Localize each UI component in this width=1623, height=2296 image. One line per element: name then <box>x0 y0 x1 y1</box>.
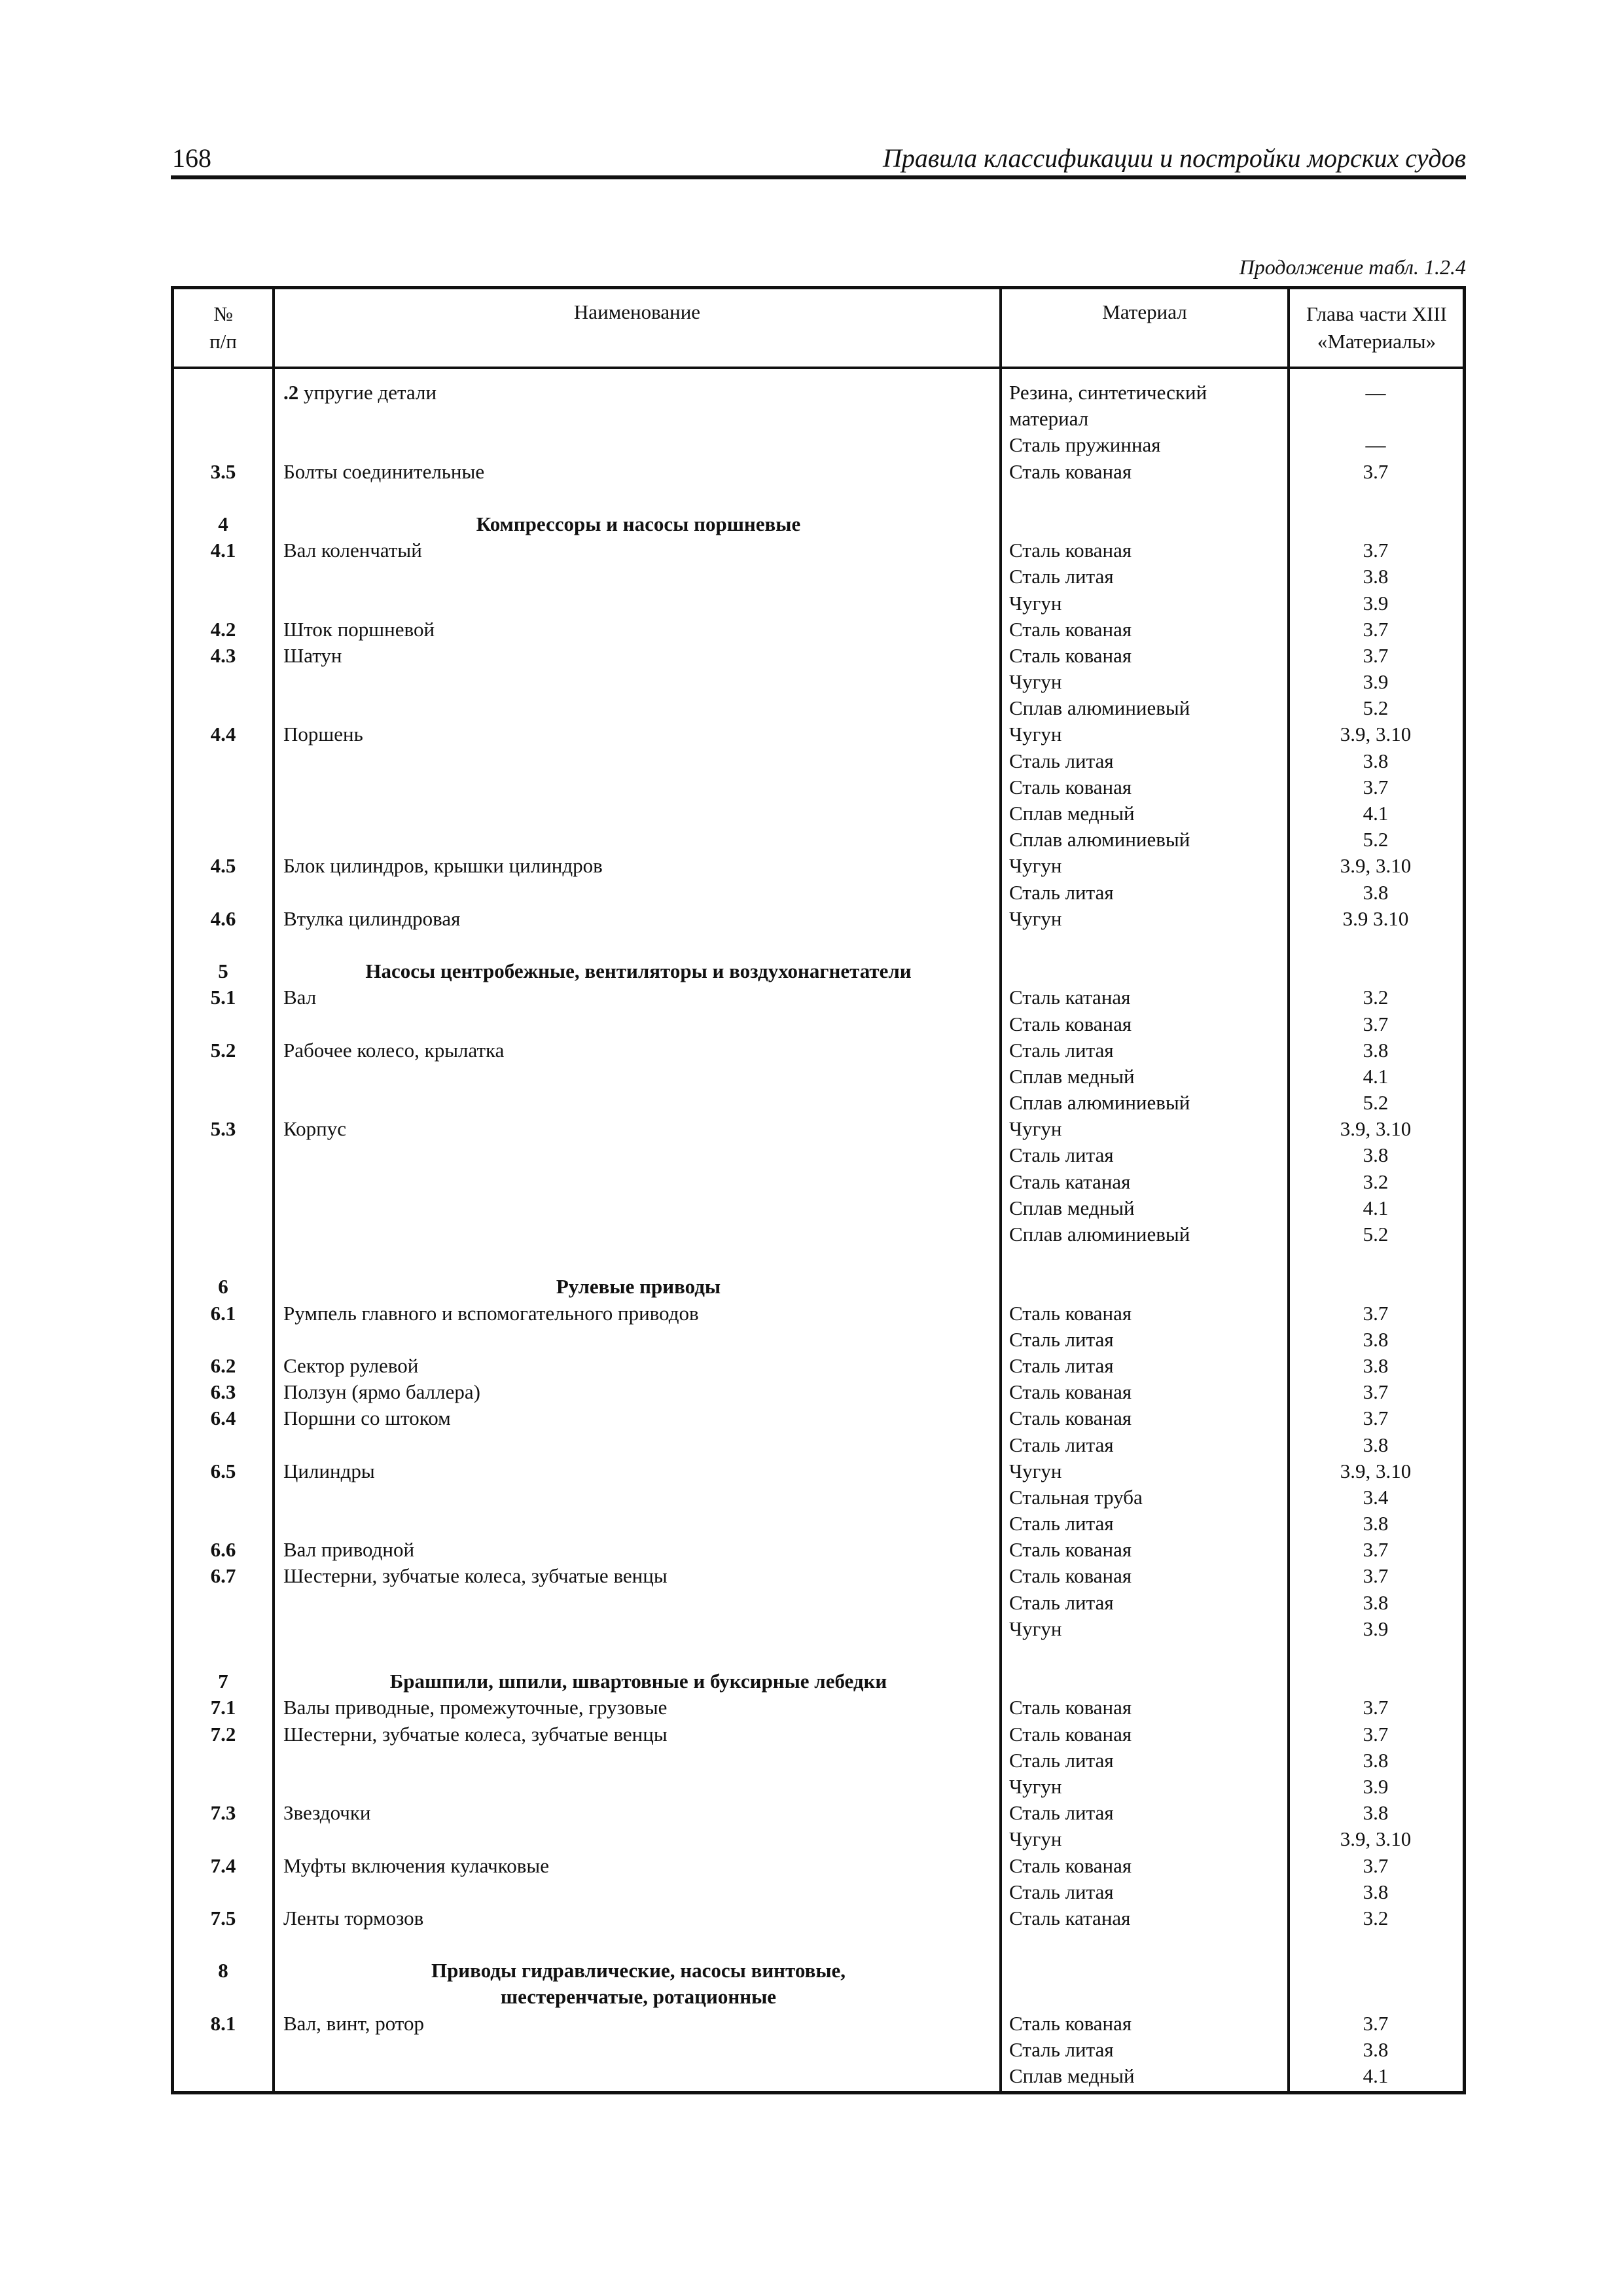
item-material: Сталь кованая <box>1009 1538 1132 1562</box>
item-material: Сталь пружинная <box>1009 433 1161 457</box>
item-material: Чугун <box>1009 723 1062 746</box>
item-material: Сплав алюминиевый <box>1009 1091 1190 1115</box>
item-chapter: 3.8 <box>1363 1143 1389 1167</box>
item-chapter: 3.8 <box>1363 749 1389 772</box>
table-row <box>174 721 1463 747</box>
item-chapter: 3.9, 3.10 <box>1340 1827 1412 1851</box>
table-row <box>174 643 1463 669</box>
table-row <box>174 432 1463 458</box>
item-name: Корпус <box>283 1117 346 1141</box>
item-material: Чугун <box>1009 1117 1062 1141</box>
table-body <box>174 380 1463 2089</box>
item-number: 4.3 <box>210 643 236 667</box>
table-row <box>174 1037 1463 1064</box>
item-name: Болты соединительные <box>283 459 485 483</box>
item-chapter: 3.9, 3.10 <box>1340 1117 1412 1141</box>
item-material: Сплав алюминиевый <box>1009 828 1190 852</box>
table-row <box>174 2037 1463 2063</box>
item-number: 7.5 <box>210 1906 236 1929</box>
item-chapter: 3.9, 3.10 <box>1340 723 1412 746</box>
item-chapter: 3.2 <box>1363 986 1389 1009</box>
item-chapter: 3.8 <box>1363 880 1389 904</box>
item-chapter: 3.9 <box>1363 1774 1389 1798</box>
table-row <box>174 1511 1463 1537</box>
item-material: Сплав алюминиевый <box>1009 1223 1190 1246</box>
item-chapter: 3.7 <box>1363 1380 1389 1404</box>
item-chapter: 3.2 <box>1363 1170 1389 1193</box>
table-row <box>174 1379 1463 1405</box>
section-title: шестеренчатые, ротационные <box>500 1985 777 2009</box>
item-number: 5.2 <box>210 1038 236 1062</box>
item-number: 7 <box>218 1670 228 1693</box>
item-number: 6.6 <box>210 1538 236 1562</box>
item-material: Сталь кованая <box>1009 1301 1132 1325</box>
header-text: Глава части XIII <box>1306 302 1447 325</box>
item-chapter: 3.7 <box>1363 775 1389 798</box>
header-text: Наименование <box>573 300 701 323</box>
item-chapter: 3.8 <box>1363 1748 1389 1772</box>
item-chapter: 3.8 <box>1363 2037 1389 2061</box>
item-chapter: 3.7 <box>1363 1564 1389 1588</box>
table-row <box>174 695 1463 721</box>
table-row <box>174 984 1463 1011</box>
table-row <box>174 1668 1463 1695</box>
item-name: Румпель главного и вспомогательного приводов <box>283 1301 699 1325</box>
item-chapter: 3.7 <box>1363 459 1389 483</box>
item-material: Чугун <box>1009 1827 1062 1851</box>
item-number: 4.2 <box>210 617 236 641</box>
column-header-material <box>1002 289 1287 367</box>
item-name: Шестерни, зубчатые колеса, зубчатые венцы <box>283 1564 668 1588</box>
table-row <box>174 1064 1463 1090</box>
table-row <box>174 1090 1463 1116</box>
item-material: Сталь литая <box>1009 1327 1114 1351</box>
item-material: Сплав медный <box>1009 2064 1135 2087</box>
table-row <box>174 2063 1463 2089</box>
item-material: Сплав медный <box>1009 802 1135 825</box>
item-material: Сталь катаная <box>1009 1170 1131 1193</box>
section-title: Брашпили, шпили, швартовные и буксирные лебедки <box>389 1670 887 1693</box>
table-row <box>174 1800 1463 1826</box>
item-material: Сталь литая <box>1009 1433 1114 1456</box>
section-title: Приводы гидравлические, насосы винтовые, <box>431 1959 846 1982</box>
item-number: 6.2 <box>210 1354 236 1377</box>
item-chapter: 3.7 <box>1363 617 1389 641</box>
item-chapter: 3.9 <box>1363 591 1389 615</box>
table-row <box>174 1116 1463 1142</box>
item-material: Сталь литая <box>1009 1512 1114 1535</box>
table-row <box>174 1905 1463 1931</box>
table-row <box>174 906 1463 932</box>
item-material: Сталь литая <box>1009 1354 1114 1377</box>
item-chapter: 3.7 <box>1363 1854 1389 1877</box>
page-number: 168 <box>172 143 211 173</box>
item-chapter: 3.7 <box>1363 1722 1389 1746</box>
table-row <box>174 1274 1463 1300</box>
table-row <box>174 1221 1463 1247</box>
item-chapter: 3.7 <box>1363 1696 1389 1719</box>
table-row <box>174 1300 1463 1327</box>
item-number: 4 <box>218 512 228 535</box>
item-name: Ползун (ярмо баллера) <box>283 1380 480 1404</box>
table-row <box>174 564 1463 590</box>
item-chapter: 3.8 <box>1363 1433 1389 1456</box>
item-chapter: 4.1 <box>1363 802 1389 825</box>
item-chapter: 4.1 <box>1363 1196 1389 1219</box>
item-chapter: 3.8 <box>1363 565 1389 588</box>
item-number: 5.3 <box>210 1117 236 1141</box>
item-chapter: 4.1 <box>1363 2064 1389 2087</box>
table-row <box>174 2011 1463 2037</box>
table-row <box>174 1879 1463 1905</box>
item-number: 7.2 <box>210 1722 236 1746</box>
item-chapter: 3.7 <box>1363 1301 1389 1325</box>
item-material: Чугун <box>1009 1774 1062 1798</box>
item-number: 6 <box>218 1275 228 1299</box>
item-chapter: 3.7 <box>1363 1012 1389 1035</box>
item-material: Сталь катаная <box>1009 986 1131 1009</box>
item-material: Сталь литая <box>1009 1748 1114 1772</box>
item-chapter: 3.9 3.10 <box>1342 906 1409 930</box>
item-number: 6.7 <box>210 1564 236 1588</box>
item-number: 7.4 <box>210 1854 236 1877</box>
item-material: Сплав медный <box>1009 1196 1135 1219</box>
item-chapter: 5.2 <box>1363 1091 1389 1115</box>
column-header-number <box>174 289 272 367</box>
item-name: Звездочки <box>283 1801 371 1825</box>
item-name: Ленты тормозов <box>283 1906 424 1929</box>
item-number: 4.5 <box>210 854 236 878</box>
item-material: Сталь кованая <box>1009 459 1132 483</box>
header-text: № <box>213 302 233 325</box>
item-name: Вал <box>283 986 317 1009</box>
table-row <box>174 406 1463 432</box>
item-chapter: 3.8 <box>1363 1327 1389 1351</box>
item-chapter: 5.2 <box>1363 1223 1389 1246</box>
item-chapter: 3.9, 3.10 <box>1340 854 1412 878</box>
item-name: Шатун <box>283 643 342 667</box>
header-text: «Материалы» <box>1317 330 1436 353</box>
table-row <box>174 1931 1463 1958</box>
item-material: Сталь кованая <box>1009 1564 1132 1588</box>
item-material: Сталь литая <box>1009 1880 1114 1903</box>
item-number: 3.5 <box>210 459 236 483</box>
table-row <box>174 1195 1463 1221</box>
header-text: п/п <box>209 330 237 353</box>
table-row <box>174 1853 1463 1879</box>
table-row <box>174 617 1463 643</box>
table-row <box>174 1616 1463 1642</box>
item-chapter: 3.7 <box>1363 2011 1389 2035</box>
item-material: Сталь кованая <box>1009 1854 1132 1877</box>
item-material: Стальная труба <box>1009 1485 1143 1509</box>
item-chapter: 5.2 <box>1363 828 1389 852</box>
item-name <box>283 380 993 406</box>
table-caption: Продолжение табл. 1.2.4 <box>1239 255 1466 279</box>
section-title: Компрессоры и насосы поршневые <box>476 512 801 535</box>
item-number: 6.4 <box>210 1407 236 1430</box>
table-row <box>174 1458 1463 1484</box>
table-row <box>174 1590 1463 1616</box>
item-material: Сталь кованая <box>1009 539 1132 562</box>
item-chapter: 3.8 <box>1363 1801 1389 1825</box>
column-header-name <box>275 289 999 367</box>
item-name: Втулка цилиндровая <box>283 906 461 930</box>
item-material: Сталь литая <box>1009 749 1114 772</box>
item-chapter: 3.4 <box>1363 1485 1389 1509</box>
item-chapter: 3.8 <box>1363 1038 1389 1062</box>
table-row <box>174 958 1463 984</box>
header-divider <box>174 367 1463 369</box>
item-chapter: 3.8 <box>1363 1880 1389 1903</box>
item-number: 5.1 <box>210 986 236 1009</box>
header-rule <box>171 175 1466 179</box>
item-material: Сталь литая <box>1009 1801 1114 1825</box>
item-chapter: 3.8 <box>1363 1590 1389 1614</box>
item-material: Сталь литая <box>1009 880 1114 904</box>
item-material: Сталь кованая <box>1009 617 1132 641</box>
table-row <box>174 459 1463 485</box>
item-chapter: 3.9 <box>1363 670 1389 694</box>
item-chapter: 3.7 <box>1363 1538 1389 1562</box>
item-name: Вал коленчатый <box>283 539 422 562</box>
table-row <box>174 1169 1463 1195</box>
table-row <box>174 1327 1463 1353</box>
table-row <box>174 1748 1463 1774</box>
item-chapter: 3.8 <box>1363 1354 1389 1377</box>
item-number: 8 <box>218 1959 228 1982</box>
item-material: Сталь литая <box>1009 1038 1114 1062</box>
item-name: Поршни со штоком <box>283 1407 451 1430</box>
item-material: Сплав алюминиевый <box>1009 696 1190 720</box>
table-row <box>174 380 1463 406</box>
table-row <box>174 1432 1463 1458</box>
item-material: Чугун <box>1009 591 1062 615</box>
item-chapter: 4.1 <box>1363 1064 1389 1088</box>
table-row <box>174 1247 1463 1274</box>
running-title: Правила классификации и постройки морских судов <box>882 143 1466 173</box>
item-number: 4.6 <box>210 906 236 930</box>
section-title: Насосы центробежные, вентиляторы и воздухонагнетатели <box>365 960 912 983</box>
item-number: 6.1 <box>210 1301 236 1325</box>
item-material: Сталь кованая <box>1009 1407 1132 1430</box>
table-row <box>174 1958 1463 1984</box>
item-material: Резина, синтетический <box>1009 381 1207 404</box>
column-header-chapter <box>1290 289 1463 367</box>
item-chapter: 3.9 <box>1363 1617 1389 1640</box>
item-material: Сталь кованая <box>1009 643 1132 667</box>
table-row <box>174 1774 1463 1800</box>
table-row <box>174 1695 1463 1721</box>
table-row <box>174 774 1463 800</box>
item-name: Шестерни, зубчатые колеса, зубчатые венцы <box>283 1722 668 1746</box>
table-row <box>174 1537 1463 1563</box>
item-chapter: 3.7 <box>1363 643 1389 667</box>
item-name: Валы приводные, промежуточные, грузовые <box>283 1696 668 1719</box>
item-name-text: упругие детали <box>304 381 437 404</box>
item-name: Блок цилиндров, крышки цилиндров <box>283 854 603 878</box>
table-row <box>174 485 1463 511</box>
table-row <box>174 1484 1463 1511</box>
item-number: 8.1 <box>210 2011 236 2035</box>
table-row <box>174 853 1463 879</box>
item-material: Сталь литая <box>1009 565 1114 588</box>
item-material: Сталь литая <box>1009 1590 1114 1614</box>
table-row <box>174 511 1463 537</box>
item-name: Вал, винт, ротор <box>283 2011 424 2035</box>
table-row <box>174 1353 1463 1379</box>
item-material: Чугун <box>1009 906 1062 930</box>
item-material: Сталь кованая <box>1009 1722 1132 1746</box>
table-row <box>174 880 1463 906</box>
item-chapter: 3.7 <box>1363 1407 1389 1430</box>
item-material: Сталь кованая <box>1009 775 1132 798</box>
item-material: Чугун <box>1009 670 1062 694</box>
item-number: 7.1 <box>210 1696 236 1719</box>
item-name: Муфты включения кулачковые <box>283 1854 549 1877</box>
item-material: Сталь катаная <box>1009 1906 1131 1929</box>
table-row <box>174 590 1463 617</box>
item-subnumber: .2 <box>283 381 299 404</box>
item-number: 4.4 <box>210 723 236 746</box>
materials-table <box>171 286 1466 2094</box>
table-row <box>174 537 1463 564</box>
item-chapter: 3.2 <box>1363 1906 1389 1929</box>
table-row <box>174 1405 1463 1431</box>
item-name: Вал приводной <box>283 1538 415 1562</box>
item-chapter: 5.2 <box>1363 696 1389 720</box>
item-number: 6.5 <box>210 1459 236 1482</box>
item-material: Сталь кованая <box>1009 1380 1132 1404</box>
item-material: Чугун <box>1009 1459 1062 1482</box>
item-chapter: 3.9, 3.10 <box>1340 1459 1412 1482</box>
table-row <box>174 1721 1463 1748</box>
table-row <box>174 1642 1463 1668</box>
item-number: 7.3 <box>210 1801 236 1825</box>
item-name: Сектор рулевой <box>283 1354 419 1377</box>
item-name: Шток поршневой <box>283 617 435 641</box>
table-row <box>174 748 1463 774</box>
item-name: Цилиндры <box>283 1459 375 1482</box>
item-material: Сталь кованая <box>1009 1012 1132 1035</box>
section-title: Рулевые приводы <box>556 1275 721 1299</box>
item-material: Сталь литая <box>1009 2037 1114 2061</box>
table-row <box>174 1563 1463 1589</box>
table-row <box>174 1011 1463 1037</box>
item-material: материал <box>1009 407 1089 431</box>
item-chapter: 3.8 <box>1363 1512 1389 1535</box>
header-text: Материал <box>1102 300 1187 323</box>
item-number: 5 <box>218 960 228 983</box>
item-chapter: 3.7 <box>1363 539 1389 562</box>
item-name: Рабочее колесо, крылатка <box>283 1038 505 1062</box>
item-material: Сталь кованая <box>1009 1696 1132 1719</box>
item-material: Сталь литая <box>1009 1143 1114 1167</box>
item-name: Поршень <box>283 723 363 746</box>
item-number: 6.3 <box>210 1380 236 1404</box>
item-chapter: — <box>1365 433 1386 457</box>
table-row <box>174 1826 1463 1852</box>
table-row <box>174 800 1463 827</box>
item-number: 4.1 <box>210 539 236 562</box>
item-material: Чугун <box>1009 854 1062 878</box>
table-row <box>174 827 1463 853</box>
table-row <box>174 669 1463 695</box>
item-chapter: — <box>1365 381 1386 404</box>
item-material: Сплав медный <box>1009 1064 1135 1088</box>
item-material: Сталь кованая <box>1009 2011 1132 2035</box>
table-row <box>174 1984 1463 2010</box>
table-row <box>174 932 1463 958</box>
table-row <box>174 1142 1463 1168</box>
item-material: Чугун <box>1009 1617 1062 1640</box>
